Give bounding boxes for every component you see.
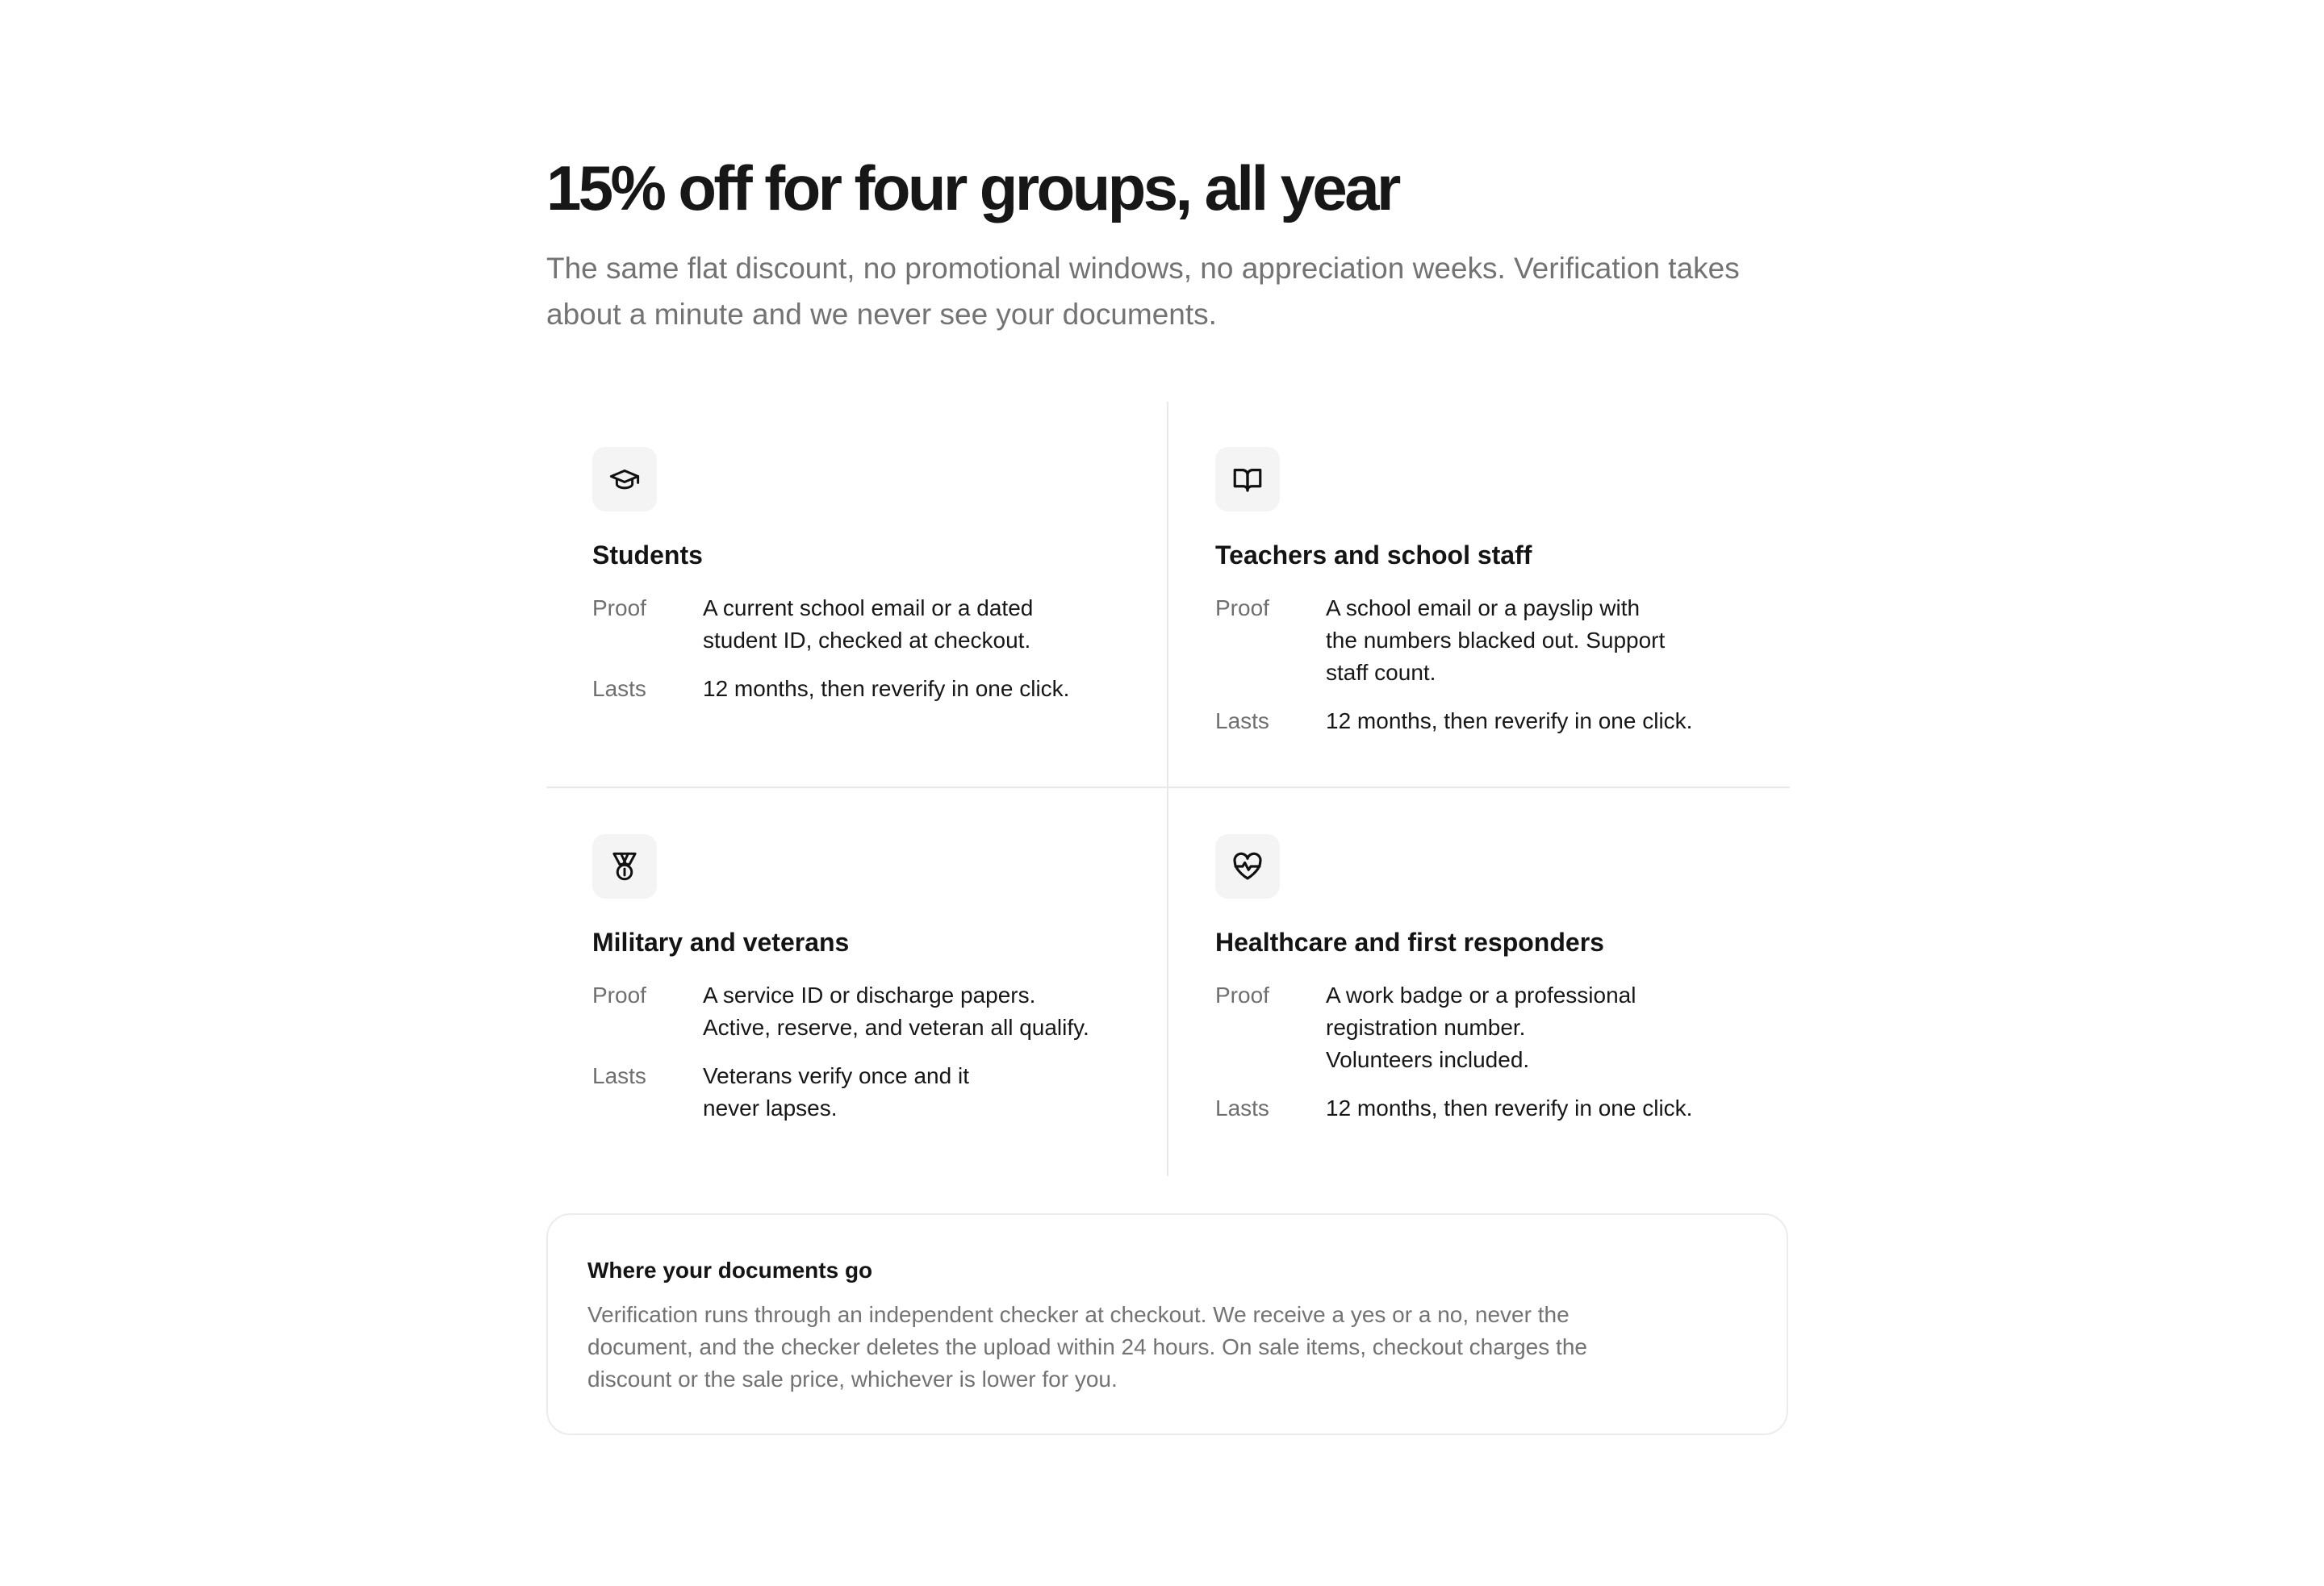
proof-text: A current school email or a dated student ID, checked at checkout.	[703, 595, 1034, 653]
groups-grid	[546, 402, 1790, 1176]
group-name: Healthcare and first responders	[1215, 928, 1604, 957]
lasts-text: 12 months, then reverify in one click.	[1326, 708, 1693, 733]
proof-row	[592, 979, 1189, 1044]
lasts-label: Lasts	[1215, 1096, 1269, 1121]
group-name: Students	[592, 540, 703, 570]
grid-divider-horizontal	[546, 787, 1790, 788]
group-name: Teachers and school staff	[1215, 540, 1532, 570]
lasts-text: 12 months, then reverify in one click.	[703, 676, 1070, 701]
open-book-icon	[1215, 447, 1280, 511]
note-body: Verification runs through an independent checker at checkout. We receive a yes or a no, never the document, and the checker deletes the upload within 24 hours. On sale items, checkout charges the discount or the sale price, whichever is lower for you.	[587, 1302, 1587, 1392]
lasts-text: Veterans verify once and it never lapses.	[703, 1063, 969, 1121]
lasts-row	[592, 1060, 1189, 1125]
medal-icon	[592, 834, 657, 899]
proof-row	[1215, 979, 1812, 1076]
group-details	[592, 592, 1189, 721]
proof-text: A work badge or a professional registration number. Volunteers included.	[1326, 983, 1636, 1072]
proof-label: Proof	[1215, 595, 1269, 620]
group-details	[592, 979, 1189, 1141]
lasts-row	[592, 673, 1189, 705]
graduation-cap-icon	[592, 447, 657, 511]
lasts-label: Lasts	[592, 676, 646, 701]
page-subtitle: The same flat discount, no promotional windows, no appreciation weeks. Verification takes about a minute and we never see your documents.	[546, 252, 1740, 331]
lasts-row	[1215, 1092, 1812, 1125]
lasts-label: Lasts	[1215, 708, 1269, 733]
lasts-text: 12 months, then reverify in one click.	[1326, 1096, 1693, 1121]
documents-note	[546, 1213, 1788, 1435]
lasts-row	[1215, 705, 1812, 737]
proof-text: A service ID or discharge papers. Active, reserve, and veteran all qualify.	[703, 983, 1089, 1040]
group-name: Military and veterans	[592, 928, 850, 957]
note-title: Where your documents go	[587, 1258, 873, 1283]
proof-row	[1215, 592, 1812, 689]
lasts-label: Lasts	[592, 1063, 646, 1088]
heart-pulse-icon	[1215, 834, 1280, 899]
proof-row	[592, 592, 1189, 657]
proof-text: A school email or a payslip with the numbers blacked out. Support staff count.	[1326, 595, 1666, 685]
page-title: 15% off for four groups, all year	[546, 152, 1398, 223]
group-details	[1215, 979, 1812, 1141]
proof-label: Proof	[592, 983, 646, 1008]
proof-label: Proof	[592, 595, 646, 620]
group-details	[1215, 592, 1812, 753]
proof-label: Proof	[1215, 983, 1269, 1008]
